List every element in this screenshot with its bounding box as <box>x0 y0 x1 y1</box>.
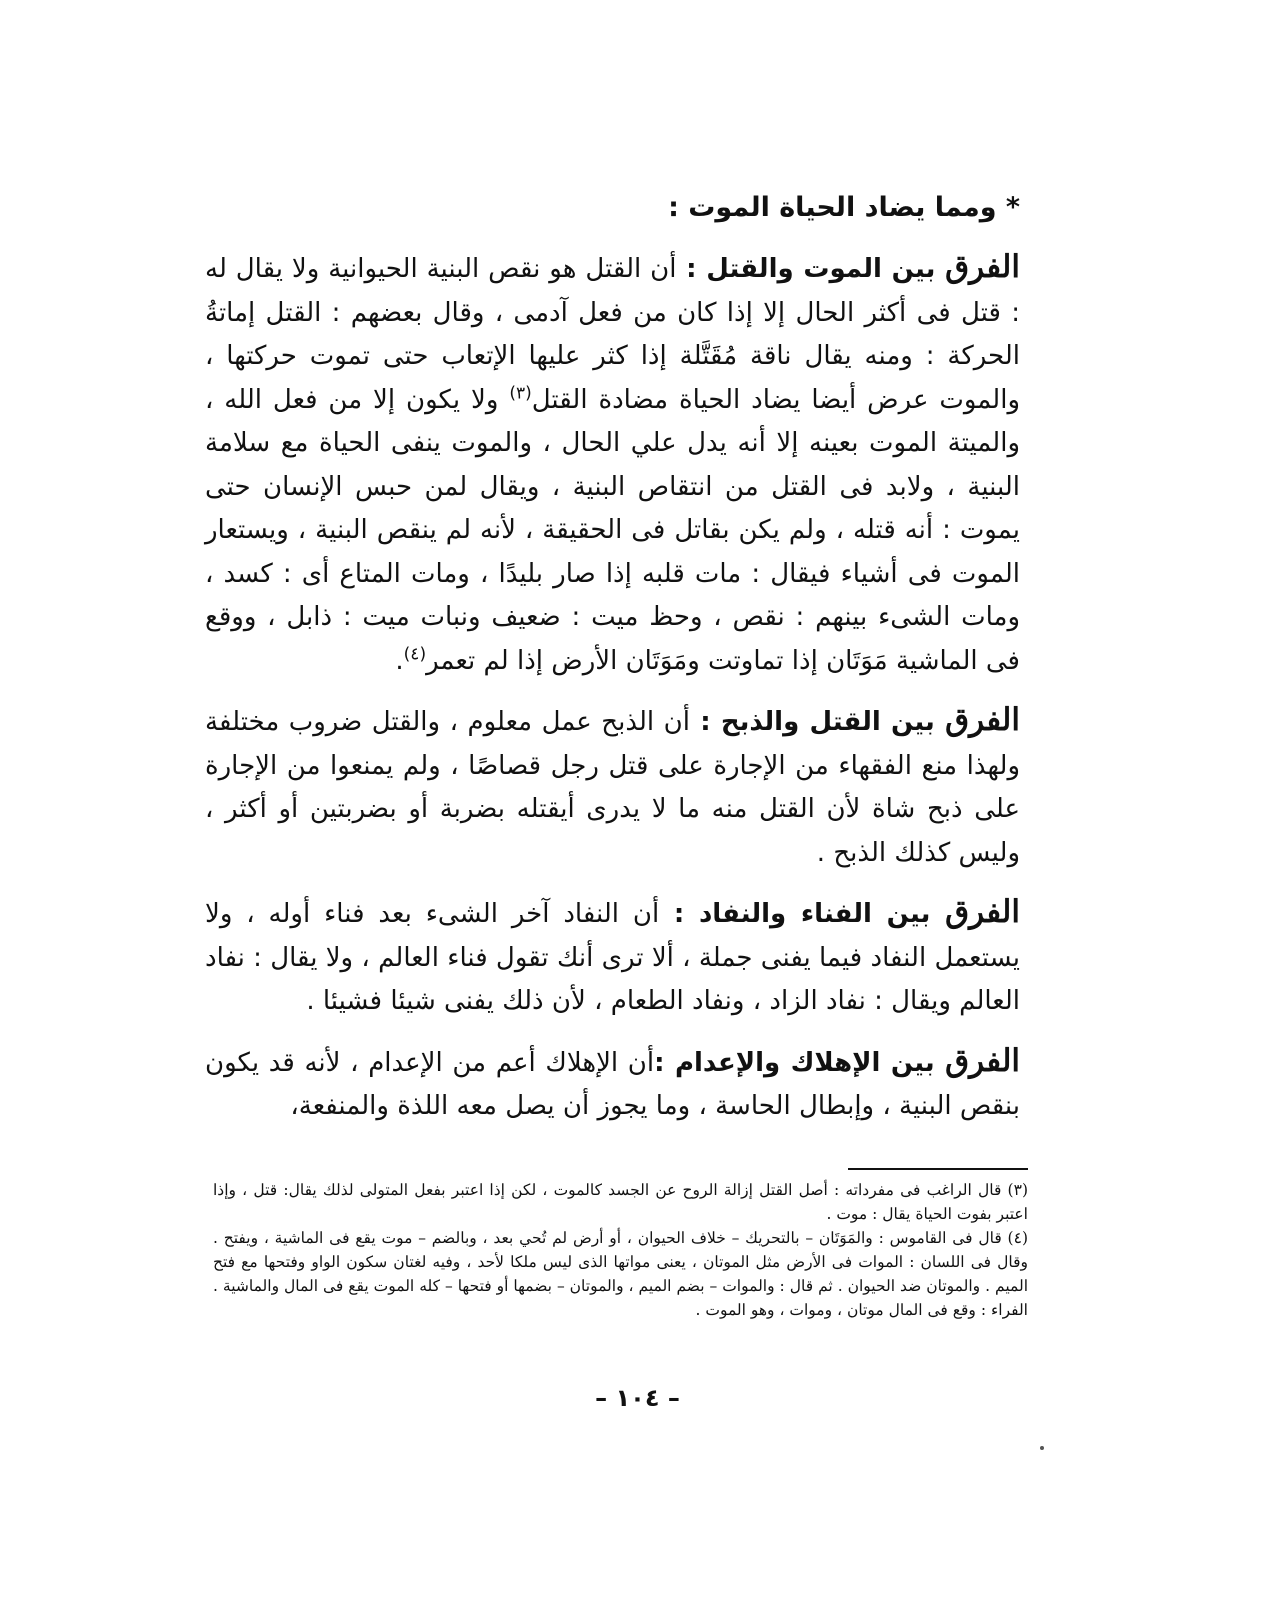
paragraph-destruction-annihilation <box>205 1040 1020 1129</box>
footnote-separator <box>848 1168 1028 1170</box>
footnotes <box>213 1168 1028 1322</box>
footnote-ref-4: (٤) <box>403 643 427 664</box>
paragraph-lead-word: الفرق <box>945 702 1020 738</box>
paragraph-title: بين الإهلاك والإعدام : <box>654 1047 946 1078</box>
page-number: – ١٠٤ – <box>595 1384 680 1412</box>
footnote-4: (٤) قال فى القاموس : والمَوَتَان – بالتحريك – خلاف الحيوان ، أو أرض لم تُحي بعد ، وبالضم – موت يقع فى الماشية ، ويفتح . وقال فى اللسان : الموات فى الأرض مثل الموتان ، يعنى مواتها الذى ليس ملكا لأحد ، وفيه لغتان سكون الواو وفتحها مع فتح الميم . والموتان ضد الحيوان . ثم قال : والموات – بضم الميم ، والموتان – بضمها أو فتحها – كله الموت يقع فى المال والماشية . الفراء : وقع فى المال موتان ، وموات ، وهو الموت . <box>213 1229 1028 1319</box>
paragraph-perishing-exhaustion <box>205 891 1020 1024</box>
paragraph-text: ولا يكون إلا من فعل الله ، والميتة الموت بعينه إلا أنه يدل علي الحال ، والموت ينفى الحياة مع سلامة البنية ، ولابد فى القتل من انتقاص البنية ، ويقال لمن حبس الإنسان حتى يموت : أنه قتله ، ولم يكن بقاتل فى الحقيقة ، لأنه لم ينقص البنية ، ويستعار الموت فى أشياء فيقال : مات قلبه إذا صار بليدًا ، ومات المتاع أى : كسد ، ومات الشىء بينهم : نقص ، وحظ ميت : ضعيف ونبات ميت : ذابل ، ووقع فى الماشية مَوَتَان إذا تماوتت ومَوَتَان الأرض إذا لم تعمر <box>205 384 1020 676</box>
paragraph-lead-word: الفرق <box>945 894 1020 930</box>
paragraph-text: أن القتل هو نقص البنية الحيوانية ولا يقال له : قتل فى أكثر الحال إلا إذا كان من فعل آدمى ، وقال بعضهم : القتل إماتةُ الحركة : ومنه يقال ناقة مُقَتَّلة إذا كثر عليها الإتعاب حتى تموت حركتها ، والموت عرض أيضا يضاد الحياة مضادة القتل <box>205 254 1021 415</box>
footnote-3: (٣) قال الراغب فى مفرداته : أصل القتل إزالة الروح عن الجسد كالموت ، لكن إذا اعتبر بفعل المتولى لذلك يقال: قتل ، وإذا اعتبر بفوت الحياة يقال : موت . <box>213 1181 1028 1223</box>
scan-speck <box>1040 1446 1044 1450</box>
main-text <box>205 182 1020 1145</box>
paragraph-title: بين الفناء والنفاد : <box>659 899 946 929</box>
paragraph-text: أن الذبح عمل معلوم ، والقتل ضروب مختلفة ولهذا منع الفقهاء من الإجارة على قتل رجل قصاصًا ، ولم يمنعوا من الإجارة على ذبح شاة لأن القتل منه ما لا يدرى أيقتله بضربة أو بضربتين أو أكثر ، وليس كذلك الذبح . <box>205 707 1020 868</box>
paragraph-text: أن الإهلاك أعم من الإعدام ، لأنه قد يكون بنقص البنية ، وإبطال الحاسة ، وما يجوز أن يصل معه اللذة والمنفعة، <box>205 1047 1020 1121</box>
paragraph-lead-word: الفرق <box>945 249 1020 285</box>
paragraph-lead-word: الفرق <box>945 1042 1021 1079</box>
footnote-ref-3: (٣) <box>509 382 532 403</box>
paragraph-text: أن النفاد آخر الشىء بعد فناء أوله ، ولا يستعمل النفاد فيما يفنى جملة ، ألا ترى أنك تقول فناء العالم ، ولا يقال : نفاد العالم ويقال : نفاد الزاد ، ونفاد الطعام ، لأن ذلك يفنى شيئا فشيئا . <box>205 899 1020 1016</box>
section-heading: * ومما يضاد الحياة الموت : <box>668 192 1020 223</box>
paragraph-title: بين القتل والذبح : <box>689 707 946 737</box>
paragraph-killing-slaughter <box>205 699 1020 875</box>
paragraph-death-killing <box>205 246 1020 683</box>
paragraph-text: . <box>395 645 404 676</box>
paragraph-title: بين الموت والقتل : <box>676 254 946 284</box>
